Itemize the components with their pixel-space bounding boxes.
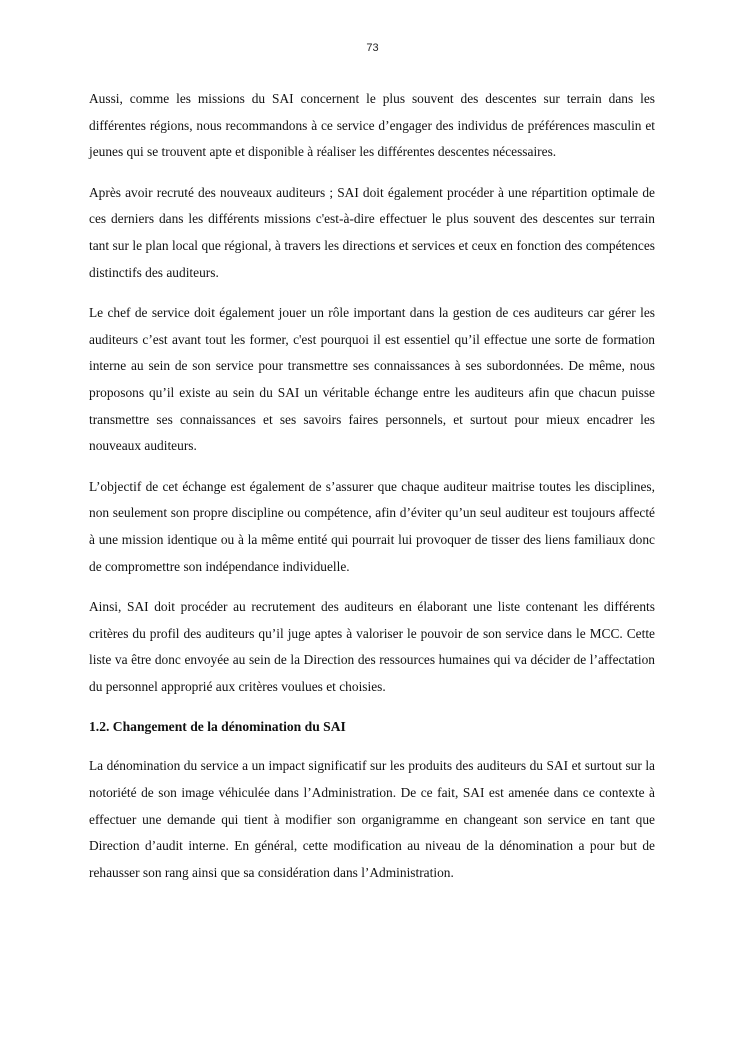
- paragraph-internal-training: Le chef de service doit également jouer un rôle important dans la gestion de ces auditeurs car gérer les auditeurs c’est avant tout les former, c'est pourquoi il est essentiel qu’il effectue une sorte de formation interne au sein de son service pour transmettre ses connaissances à ses subordonnées. De même, nous proposons qu’il existe au sein du SAI un véritable échange entre les auditeurs afin que chacun puisse transmettre ses connaissances et ses savoirs faires personnels, et surtout pour mieux encadrer les nouveaux auditeurs.: [89, 305, 655, 454]
- paragraph-denomination-change: La dénomination du service a un impact significatif sur les produits des auditeurs du SAI et surtout sur la notoriété de son image véhiculée dans l’Administration. De ce fait, SAI est amenée dans ce contexte à effectuer une demande qui tient à modifier son organigramme en changeant son service en tant que Direction d’audit interne. En général, cette modification au niveau de la dénomination a pour but de rehausser son rang ainsi que sa considération dans l’Administration.: [89, 758, 655, 880]
- paragraph-recruitment-list: Ainsi, SAI doit procéder au recrutement des auditeurs en élaborant une liste contenant les différents critères du profil des auditeurs qu’il juge aptes à valoriser le pouvoir de son service dans le MCC. Cette liste va être donc envoyée au sein de la Direction des ressources humaines qui va décider de l’affectation du personnel approprié aux critères voulues et choisies.: [89, 599, 655, 694]
- page-body: [89, 86, 655, 900]
- paragraph-exchange-objective: L’objectif de cet échange est également de s’assurer que chaque auditeur maitrise toutes les disciplines, non seulement son propre discipline ou compétence, afin d’éviter qu’un seul auditeur est toujours affecté à une mission identique ou à la même entité qui pourrait lui provoquer de tisser des liens familiaux donc de compromettre son indépendance individuelle.: [89, 478, 655, 574]
- page-number: 73: [366, 42, 379, 54]
- paragraph-auditor-distribution: Après avoir recruté des nouveaux auditeurs ; SAI doit également procéder à une répartition optimale de ces derniers dans les différents missions c'est-à-dire effectuer le plus souvent des descentes sur terrain tant sur le plan local que régional, à travers les directions et services et ceux en fonction des compétences distinctifs des auditeurs.: [89, 184, 655, 280]
- paragraph-recruitment-profile: Aussi, comme les missions du SAI concernent le plus souvent des descentes sur terrain dans les différentes régions, nous recommandons à ce service d’engager des individus de préférences masculin et jeunes qui se trouvent apte et disponible à réaliser les différentes descentes nécessaires.: [89, 91, 655, 160]
- section-heading: 1.2. Changement de la dénomination du SAI: [89, 719, 346, 735]
